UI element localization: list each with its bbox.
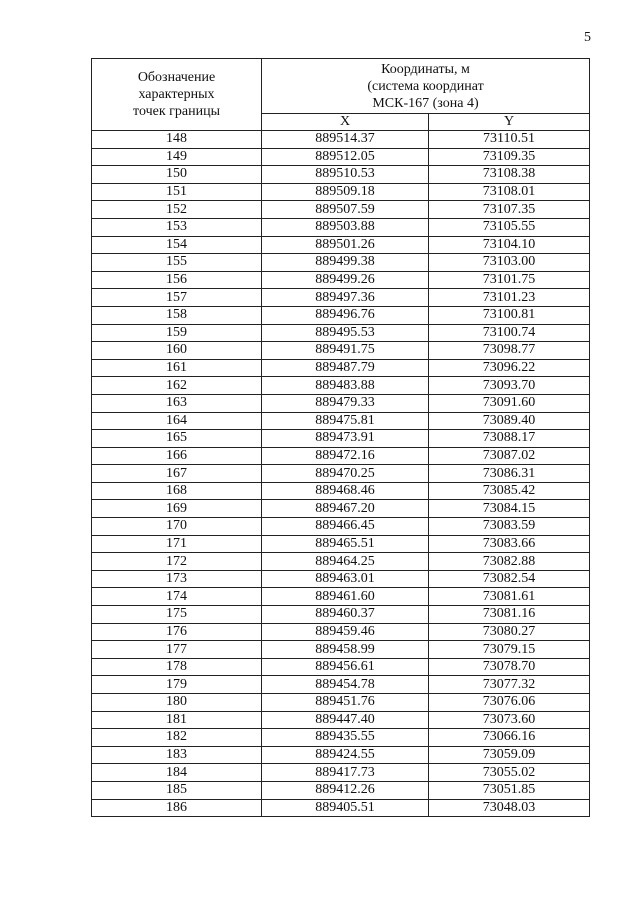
- table-row: [92, 465, 590, 483]
- y-cell: 73091.60: [429, 394, 590, 412]
- y-cell: 73089.40: [429, 412, 590, 430]
- point-cell: 149: [92, 148, 262, 166]
- x-cell: 889461.60: [262, 588, 429, 606]
- point-header-line-2: характерных: [138, 87, 215, 102]
- x-cell: 889472.16: [262, 447, 429, 465]
- point-cell: 175: [92, 606, 262, 624]
- table-row: [92, 254, 590, 272]
- table-row: [92, 342, 590, 360]
- y-cell: 73081.16: [429, 606, 590, 624]
- x-cell: 889454.78: [262, 676, 429, 694]
- y-cell: 73082.88: [429, 553, 590, 571]
- coordinates-column-header: [262, 59, 590, 114]
- point-cell: 173: [92, 570, 262, 588]
- table-row: [92, 694, 590, 712]
- table-row: [92, 218, 590, 236]
- point-cell: 150: [92, 166, 262, 184]
- y-cell: 73108.38: [429, 166, 590, 184]
- x-cell: 889458.99: [262, 641, 429, 659]
- y-cell: 73100.74: [429, 324, 590, 342]
- point-header-line-3: точек границы: [133, 104, 220, 119]
- table-row: [92, 289, 590, 307]
- y-cell: 73110.51: [429, 131, 590, 149]
- y-cell: 73088.17: [429, 430, 590, 448]
- page-number: 5: [584, 30, 591, 45]
- table-row: [92, 359, 590, 377]
- x-cell: 889503.88: [262, 218, 429, 236]
- x-cell: 889507.59: [262, 201, 429, 219]
- coords-header-line-1: Координаты, м: [381, 61, 470, 77]
- table-row: [92, 729, 590, 747]
- x-cell: 889499.26: [262, 271, 429, 289]
- point-cell: 154: [92, 236, 262, 254]
- y-column-header: Y: [429, 114, 590, 131]
- point-cell: 165: [92, 430, 262, 448]
- coords-header-line-2: (система координат: [367, 78, 484, 94]
- y-cell: 73076.06: [429, 694, 590, 712]
- x-cell: 889470.25: [262, 465, 429, 483]
- table-row: [92, 711, 590, 729]
- point-cell: 171: [92, 535, 262, 553]
- table-row: [92, 324, 590, 342]
- x-cell: 889467.20: [262, 500, 429, 518]
- table-row: [92, 430, 590, 448]
- table-row: [92, 166, 590, 184]
- x-cell: 889483.88: [262, 377, 429, 395]
- table-row: [92, 606, 590, 624]
- y-cell: 73100.81: [429, 306, 590, 324]
- point-cell: 153: [92, 218, 262, 236]
- table-row: [92, 518, 590, 536]
- point-cell: 176: [92, 623, 262, 641]
- point-cell: 170: [92, 518, 262, 536]
- y-cell: 73101.23: [429, 289, 590, 307]
- point-cell: 166: [92, 447, 262, 465]
- x-cell: 889475.81: [262, 412, 429, 430]
- table-row: [92, 799, 590, 817]
- x-cell: 889496.76: [262, 306, 429, 324]
- table-row: [92, 236, 590, 254]
- table-row: [92, 623, 590, 641]
- x-cell: 889509.18: [262, 183, 429, 201]
- table-row: [92, 447, 590, 465]
- point-header-line-1: Обозначение: [137, 70, 216, 85]
- point-cell: 155: [92, 254, 262, 272]
- y-cell: 73083.59: [429, 518, 590, 536]
- y-cell: 73107.35: [429, 201, 590, 219]
- point-cell: 178: [92, 658, 262, 676]
- y-cell: 73085.42: [429, 482, 590, 500]
- x-cell: 889412.26: [262, 781, 429, 799]
- point-cell: 148: [92, 131, 262, 149]
- x-cell: 889466.45: [262, 518, 429, 536]
- x-cell: 889464.25: [262, 553, 429, 571]
- table-row: [92, 553, 590, 571]
- table-body: [92, 131, 590, 817]
- x-cell: 889459.46: [262, 623, 429, 641]
- table-row: [92, 377, 590, 395]
- x-cell: 889417.73: [262, 764, 429, 782]
- point-cell: 174: [92, 588, 262, 606]
- point-cell: 161: [92, 359, 262, 377]
- x-cell: 889456.61: [262, 658, 429, 676]
- point-cell: 164: [92, 412, 262, 430]
- table-row: [92, 746, 590, 764]
- table-row: [92, 676, 590, 694]
- y-cell: 73086.31: [429, 465, 590, 483]
- y-cell: 73081.61: [429, 588, 590, 606]
- table-row: [92, 148, 590, 166]
- point-column-header: [92, 59, 262, 131]
- x-cell: 889499.38: [262, 254, 429, 272]
- y-cell: 73048.03: [429, 799, 590, 817]
- table-header: [92, 59, 590, 131]
- x-cell: 889487.79: [262, 359, 429, 377]
- x-cell: 889424.55: [262, 746, 429, 764]
- point-cell: 160: [92, 342, 262, 360]
- point-cell: 183: [92, 746, 262, 764]
- x-cell: 889510.53: [262, 166, 429, 184]
- table-row: [92, 271, 590, 289]
- point-cell: 151: [92, 183, 262, 201]
- x-cell: 889405.51: [262, 799, 429, 817]
- x-cell: 889479.33: [262, 394, 429, 412]
- table-row: [92, 570, 590, 588]
- y-cell: 73087.02: [429, 447, 590, 465]
- y-cell: 73078.70: [429, 658, 590, 676]
- x-cell: 889435.55: [262, 729, 429, 747]
- y-cell: 73093.70: [429, 377, 590, 395]
- y-cell: 73077.32: [429, 676, 590, 694]
- y-cell: 73096.22: [429, 359, 590, 377]
- y-cell: 73066.16: [429, 729, 590, 747]
- y-cell: 73051.85: [429, 781, 590, 799]
- x-column-header: X: [262, 114, 429, 131]
- point-cell: 185: [92, 781, 262, 799]
- y-cell: 73109.35: [429, 148, 590, 166]
- x-cell: 889514.37: [262, 131, 429, 149]
- point-cell: 169: [92, 500, 262, 518]
- table-row: [92, 658, 590, 676]
- point-cell: 179: [92, 676, 262, 694]
- y-cell: 73084.15: [429, 500, 590, 518]
- table-row: [92, 183, 590, 201]
- table-row: [92, 482, 590, 500]
- y-cell: 73055.02: [429, 764, 590, 782]
- x-cell: 889463.01: [262, 570, 429, 588]
- x-cell: 889473.91: [262, 430, 429, 448]
- point-cell: 156: [92, 271, 262, 289]
- point-cell: 167: [92, 465, 262, 483]
- x-cell: 889447.40: [262, 711, 429, 729]
- table-row: [92, 131, 590, 149]
- y-cell: 73101.75: [429, 271, 590, 289]
- y-cell: 73105.55: [429, 218, 590, 236]
- point-cell: 163: [92, 394, 262, 412]
- y-cell: 73073.60: [429, 711, 590, 729]
- table-row: [92, 641, 590, 659]
- point-cell: 177: [92, 641, 262, 659]
- point-cell: 184: [92, 764, 262, 782]
- point-cell: 180: [92, 694, 262, 712]
- y-cell: 73059.09: [429, 746, 590, 764]
- point-cell: 181: [92, 711, 262, 729]
- y-cell: 73082.54: [429, 570, 590, 588]
- y-cell: 73104.10: [429, 236, 590, 254]
- x-cell: 889495.53: [262, 324, 429, 342]
- y-cell: 73103.00: [429, 254, 590, 272]
- x-cell: 889497.36: [262, 289, 429, 307]
- y-cell: 73083.66: [429, 535, 590, 553]
- x-cell: 889460.37: [262, 606, 429, 624]
- table-row: [92, 764, 590, 782]
- point-cell: 159: [92, 324, 262, 342]
- table-row: [92, 412, 590, 430]
- x-cell: 889512.05: [262, 148, 429, 166]
- table-row: [92, 588, 590, 606]
- table-row: [92, 201, 590, 219]
- point-cell: 158: [92, 306, 262, 324]
- point-cell: 168: [92, 482, 262, 500]
- y-cell: 73080.27: [429, 623, 590, 641]
- x-cell: 889451.76: [262, 694, 429, 712]
- y-cell: 73098.77: [429, 342, 590, 360]
- table-row: [92, 394, 590, 412]
- table-row: [92, 535, 590, 553]
- x-cell: 889465.51: [262, 535, 429, 553]
- coords-header-line-3: МСК-167 (зона 4): [372, 95, 479, 111]
- point-cell: 182: [92, 729, 262, 747]
- x-cell: 889491.75: [262, 342, 429, 360]
- table-row: [92, 781, 590, 799]
- coordinates-table: [91, 58, 590, 817]
- table-row: [92, 500, 590, 518]
- point-cell: 172: [92, 553, 262, 571]
- x-cell: 889501.26: [262, 236, 429, 254]
- point-cell: 152: [92, 201, 262, 219]
- point-cell: 157: [92, 289, 262, 307]
- point-cell: 162: [92, 377, 262, 395]
- table-row: [92, 306, 590, 324]
- y-cell: 73079.15: [429, 641, 590, 659]
- x-cell: 889468.46: [262, 482, 429, 500]
- y-cell: 73108.01: [429, 183, 590, 201]
- point-cell: 186: [92, 799, 262, 817]
